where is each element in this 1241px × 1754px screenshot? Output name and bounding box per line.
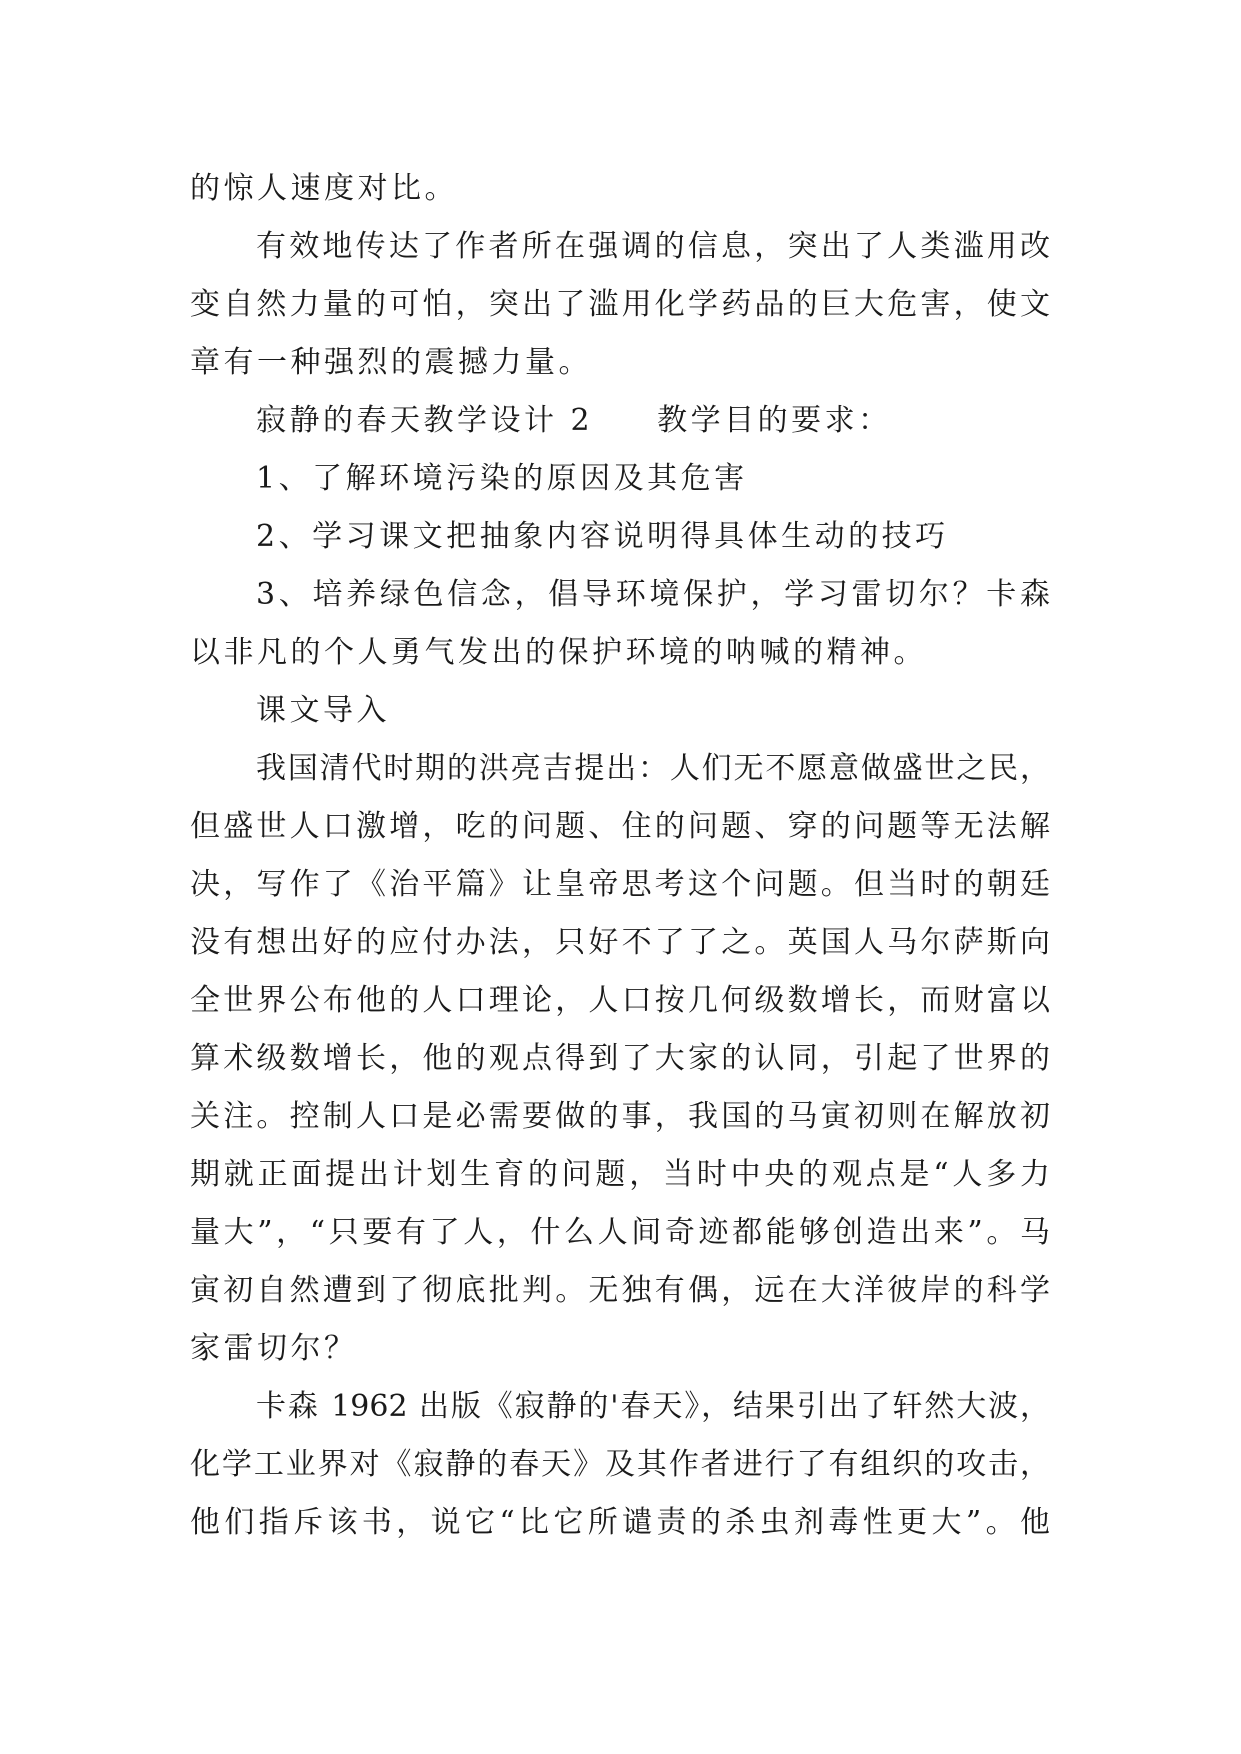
list-item: 3、培养绿色信念，倡导环境保护，学习雷切尔？卡森 xyxy=(256,577,1050,612)
section-subtitle: 教学目的要求： xyxy=(657,403,892,438)
text-line: 的惊人速度对比。 xyxy=(190,171,458,206)
text-line: 期就正面提出计划生育的问题，当时中央的观点是“人多力 xyxy=(190,1157,1050,1192)
text-line: 以非凡的个人勇气发出的保护环境的呐喊的精神。 xyxy=(190,635,927,670)
text-line: 家雷切尔？ xyxy=(190,1331,358,1366)
section-heading-line xyxy=(190,392,1050,450)
text-line: 章有一种强烈的震撼力量。 xyxy=(190,345,592,380)
list-item: 2、学习课文把抽象内容说明得具体生动的技巧 xyxy=(256,519,949,554)
section-title: 寂静的春天教学设计 2 xyxy=(256,403,594,438)
text-line: 量大”，“只要有了人，什么人间奇迹都能够创造出来”。马 xyxy=(190,1215,1050,1250)
text-line: 他们指斥该书，说它“比它所谴责的杀虫剂毒性更大”。他 xyxy=(190,1505,1050,1540)
text-line: 全世界公布他的人口理论，人口按几何级数增长，而财富以 xyxy=(190,983,1050,1018)
text-line: 算术级数增长，他的观点得到了大家的认同，引起了世界的 xyxy=(190,1041,1050,1076)
subheading: 课文导入 xyxy=(256,693,390,728)
text-line: 化学工业界对《寂静的春天》及其作者进行了有组织的攻击， xyxy=(190,1447,1050,1482)
text-line: 决，写作了《治平篇》让皇帝思考这个问题。但当时的朝廷 xyxy=(190,867,1050,902)
text-line: 变自然力量的可怕，突出了滥用化学药品的巨大危害，使文 xyxy=(190,287,1050,322)
text-line: 寅初自然遭到了彻底批判。无独有偶，远在大洋彼岸的科学 xyxy=(190,1273,1050,1308)
text-line: 没有想出好的应付办法，只好不了了之。英国人马尔萨斯向 xyxy=(190,925,1050,960)
text-line: 卡森 1962 出版《寂静的'春天》，结果引出了轩然大波， xyxy=(256,1389,1050,1424)
list-item: 1、了解环境污染的原因及其危害 xyxy=(256,461,748,496)
text-line: 我国清代时期的洪亮吉提出：人们无不愿意做盛世之民， xyxy=(256,751,1050,786)
text-line: 关注。控制人口是必需要做的事，我国的马寅初则在解放初 xyxy=(190,1099,1050,1134)
document-page xyxy=(190,160,1050,1552)
text-line: 但盛世人口激增，吃的问题、住的问题、穿的问题等无法解 xyxy=(190,809,1050,844)
text-line: 有效地传达了作者所在强调的信息，突出了人类滥用改 xyxy=(256,229,1050,264)
